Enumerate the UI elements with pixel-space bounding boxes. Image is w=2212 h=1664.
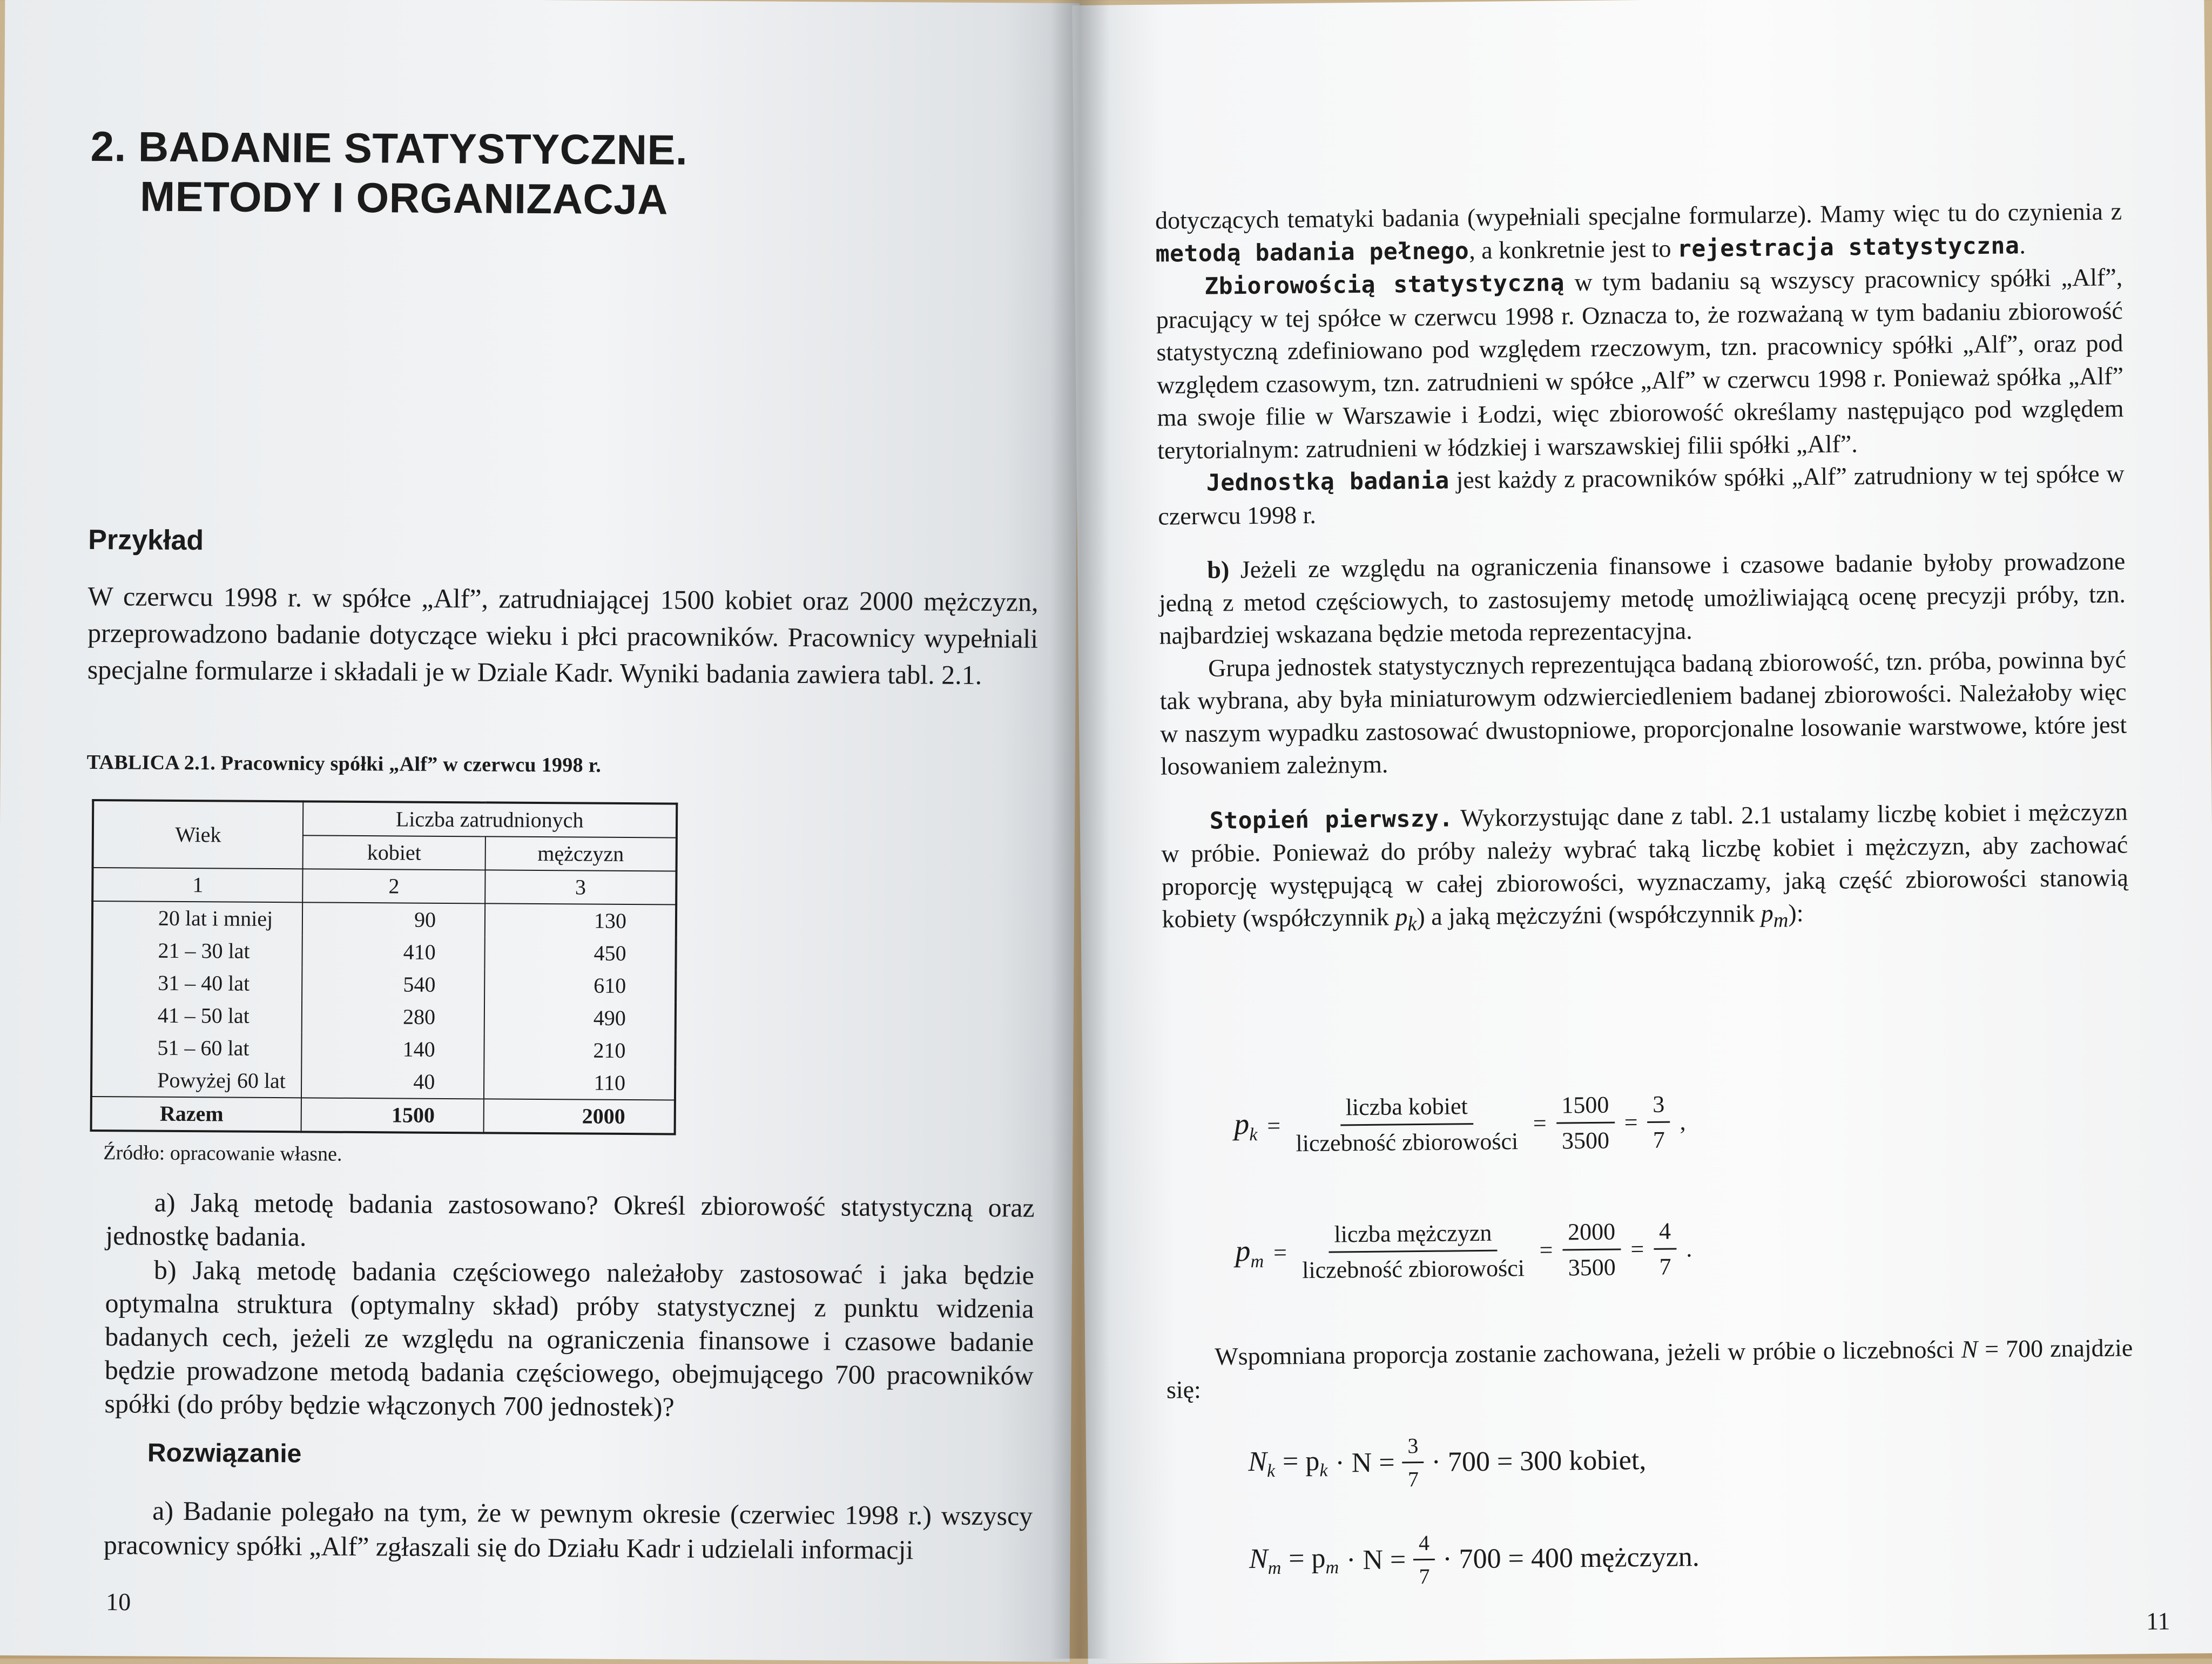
women-count: 410 — [302, 935, 485, 969]
age-band: 51 – 60 lat — [91, 1031, 302, 1065]
formula-pk: $p_k$ = $\frac{\text{liczba kobiet}}{\text{liczebność zbiorowości}}$ = $\frac{1500}{3500}$ = $\frac{3}{7}$ , — [1233, 1091, 1686, 1157]
men-count: 130 — [485, 903, 676, 937]
column-index-row — [92, 868, 676, 905]
women-count: 540 — [302, 968, 484, 1001]
table-row — [92, 934, 676, 970]
chapter-title-line-2: METODY I ORGANIZACJA — [139, 172, 669, 224]
total-men: 2000 — [484, 1099, 675, 1134]
women-count: 40 — [301, 1065, 484, 1099]
men-count: 210 — [484, 1033, 675, 1067]
page-number-right: 11 — [2146, 1607, 2170, 1635]
header-employees-count: Liczba zatrudnionych — [303, 801, 677, 837]
age-band: Powyżej 60 lat — [91, 1064, 302, 1098]
table-row — [92, 901, 676, 938]
age-band: 20 lat i mniej — [92, 901, 303, 935]
men-count: 610 — [484, 969, 676, 1002]
term-full-survey: metodą badania pełnego — [1155, 237, 1469, 268]
men-count: 490 — [484, 1001, 676, 1034]
age-band: 31 – 40 lat — [92, 966, 302, 1000]
men-count: 450 — [485, 936, 676, 970]
table-caption: TABLICA 2.1. Pracownicy spółki „Alf” w czerwcu 1998 r. — [86, 750, 602, 777]
question-a-text: a) Jaką metodę badania zastosowano? Określ zbiorowość statystyczną oraz jednostkę badania. — [105, 1187, 1035, 1252]
paragraph-proportion: Wspomniana proporcja zostanie zachowana, jeżeli w próbie o liczebności N = 700 znajdzie się: — [1166, 1334, 2133, 1404]
total-women: 1500 — [301, 1098, 484, 1133]
women-count: 140 — [301, 1032, 484, 1066]
column-index: 3 — [485, 870, 676, 904]
header-women: kobiet — [303, 835, 485, 870]
total-label: Razem — [91, 1097, 302, 1132]
paragraph-population: Zbiorowością statystyczną w tym badaniu są wszyscy pracownicy spółki „Alf”, pracujący w tej spółce w czerwcu 1998 r. Oznacza to, że rozważaną w tym badaniu zbiorowość statystyczną zdefiniowano pod względem rzeczowym, tzn. pracownicy spółki „Alf”, oraz pod względem czasowym, tzn. zatrudnieni w spółce „Alf” w czerwcu 1998 r. Ponieważ spółka „Alf” ma swoje filie w Warszawie i Łodzi, więc zbiorowość określamy następująco pod względem terytorialnym: zatrudnieni w łódzkiej i warszawskiej filii spółki „Alf”. — [1156, 263, 2124, 464]
paragraph-full-survey: dotyczących tematyki badania (wypełniali specjalne formularze). Mamy więc tu do czynienia z metodą badania pełnego, a konkretnie jest to rejestracja statystyczna. — [1155, 197, 2122, 268]
example-lead-paragraph: W czerwcu 1998 r. w spółce „Alf”, zatrudniającej 1500 kobiet oraz 2000 mężczyzn, przeprowadzono badanie dotyczące wieku i płci pracowników. Pracownicy wypełniali specjalne formularze i składali je w Dziale Kadr. Wyniki badania zawiera tabl. 2.1. — [87, 580, 1038, 691]
question-b — [104, 1253, 1034, 1426]
men-count: 110 — [484, 1066, 675, 1100]
left-page — [0, 0, 1080, 1662]
total-row — [91, 1097, 675, 1134]
chapter-title-line-1: 2. BADANIE STATYSTYCZNE. — [90, 122, 688, 174]
table-row — [92, 999, 676, 1035]
solution-heading: Rozwiązanie — [147, 1438, 302, 1469]
fraction-women-over-total: $\frac{\text{liczba kobiet}}{\text{liczebność zbiorowości}}$ — [1296, 1093, 1519, 1157]
paragraph-sample: Grupa jednostek statystycznych reprezentująca badaną zbiorowość, tzn. próba, powinna być tak wybrana, aby była miniaturowym odzwierciedleniem badanej zbiorowości. Należałoby więc w naszym wypadku zastosować dwustopniowe, proporcjonalne losowanie warstwowe, które jest losowaniem zależnym. — [1159, 645, 2127, 780]
header-men: mężczyzn — [485, 836, 677, 871]
term-survey-unit: Jednostką badania — [1206, 467, 1449, 497]
page-number-left: 10 — [106, 1588, 131, 1616]
question-b-text: b) Jaką metodę badania częściowego należałoby zastosować i jaka będzie optymalna struktura (optymalny skład) próby statystycznej z punktu widzenia badanych cech, jeżeli ze względu na ograniczenia finansowe i czasowe badanie będzie prowadzone metodą badania częściowego, obejmującego 700 pracowników spółki (do próby będzie włączonych 700 jednostek)? — [104, 1254, 1035, 1422]
chapter-title — [90, 121, 696, 225]
table-source: Źródło: opracowanie własne. — [103, 1141, 342, 1166]
table-row — [91, 1064, 675, 1100]
paragraph-b: b) Jeżeli ze względu na ograniczenia finansowe i czasowe badanie byłoby prowadzone jedną z metod częściowych, to zastosujemy metodę umożliwiającą ocenę precyzji próby, tzn. najbardziej wskazana będzie metoda reprezentacyjna. — [1158, 547, 2126, 650]
women-count: 90 — [302, 902, 485, 936]
right-page — [1072, 0, 2212, 1664]
right-text-block — [1155, 195, 2129, 943]
formula-nk: $N_k$ = $p_k$ · N = $\frac{3}{7}$ · 700 = 300 kobiet, — [1247, 1433, 1647, 1492]
column-index: 2 — [302, 869, 485, 903]
table-row — [92, 966, 676, 1003]
age-band: 41 – 50 lat — [92, 999, 302, 1032]
term-statistical-registration: rejestracja statystyczna — [1677, 232, 2020, 262]
solution-a-paragraph — [104, 1493, 1033, 1568]
column-index: 1 — [92, 868, 303, 902]
example-heading: Przykład — [88, 524, 204, 557]
age-band: 21 – 30 lat — [92, 934, 302, 968]
paragraph-stage-one: Stopień pierwszy. Wykorzystując dane z tabl. 2.1 ustalamy liczbę kobiet i mężczyzn w próbie. Ponieważ do próby należy wybrać taką liczbę kobiet i mężczyzn, aby zachować proporcję występującą w całej zbiorowości, wyznaczamy, jaką część zbiorowości stanowią kobiety (współczynnik $p_k$) a jaką mężczyźni (współczynnik $p_m$): — [1161, 797, 2129, 936]
header-age: Wiek — [93, 800, 304, 869]
employees-table — [90, 799, 678, 1135]
formula-nm: $N_m$ = $p_m$ · N = $\frac{4}{7}$ · 700 = 400 mężczyzn. — [1249, 1530, 1700, 1589]
solution-a-text: a) Badanie polegało na tym, że w pewnym okresie (czerwiec 1998 r.) wszyscy pracownicy spółki „Alf” zgłaszali się do Działu Kadr i udzielali informacji — [103, 1495, 1033, 1565]
formula-pm: $p_m$ = $\frac{\text{liczba mężczyzn}}{\text{liczebność zbiorowości}}$ = $\frac{2000}{3500}$ = $\frac{4}{7}$ . — [1235, 1217, 1692, 1284]
table-row — [91, 1031, 675, 1067]
paragraph-unit: Jednostką badania jest każdy z pracowników spółki „Alf” zatrudniony w tej spółce w czerwcu 1998 r. — [1158, 459, 2125, 530]
fraction-men-over-total: $\frac{\text{liczba mężczyzn}}{\text{liczebność zbiorowości}}$ — [1301, 1219, 1525, 1284]
term-stage-one: Stopień pierwszy. — [1209, 804, 1454, 835]
women-count: 280 — [302, 1000, 484, 1033]
term-statistical-population: Zbiorowością statystyczną — [1204, 269, 1565, 300]
question-a — [105, 1185, 1035, 1258]
